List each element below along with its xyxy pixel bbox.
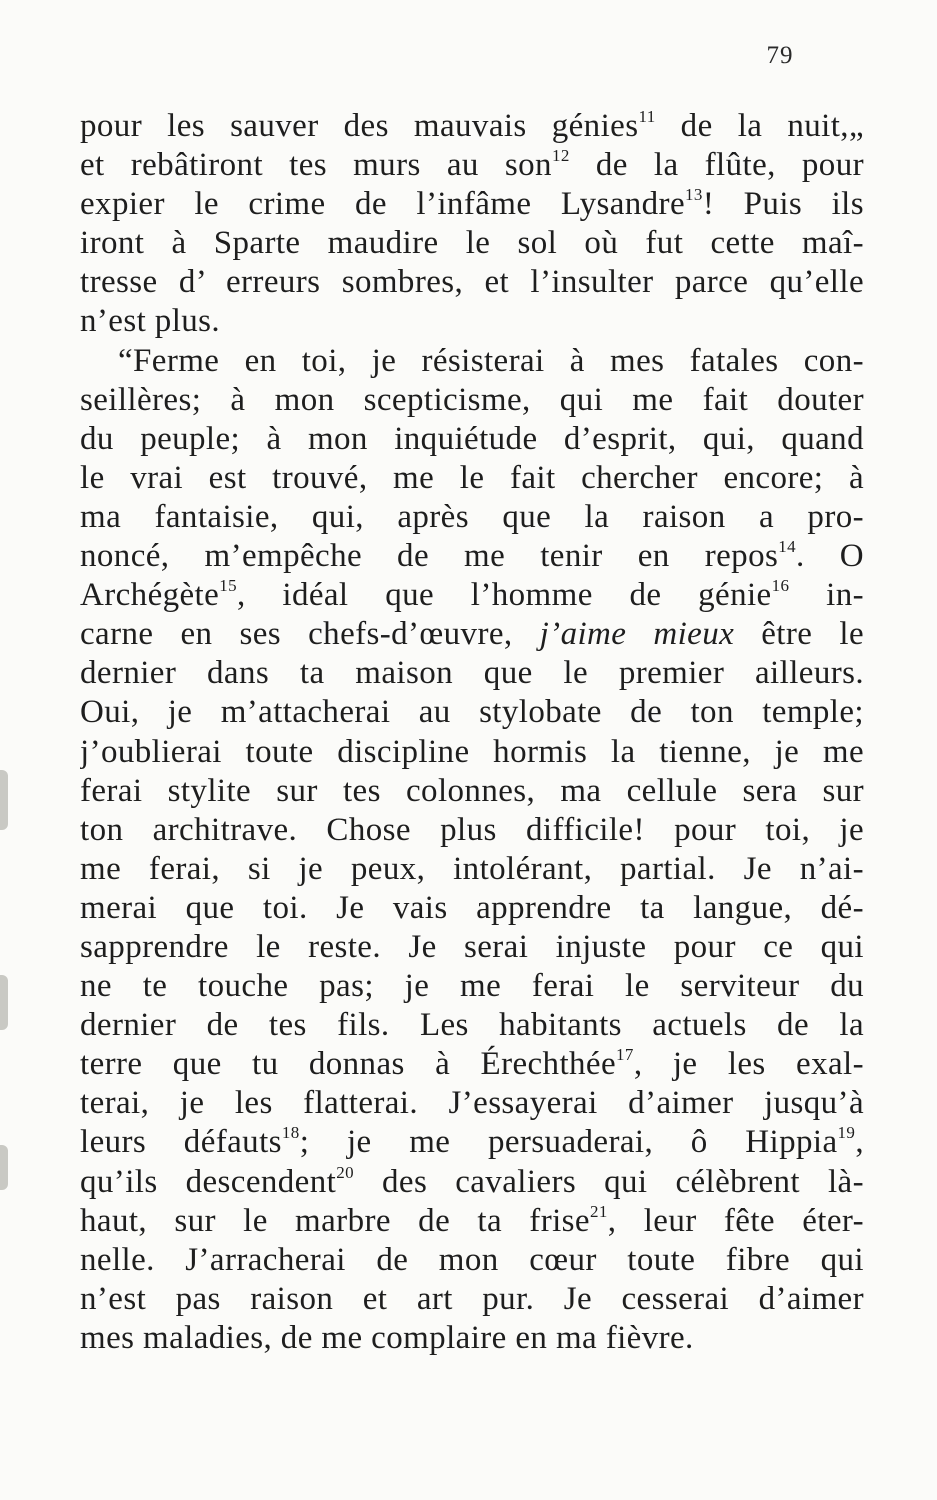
text-segment: ,: [855, 1124, 864, 1161]
text-segment: ma fantaisie, qui, après que la raison a pro-: [80, 498, 864, 535]
text-segment: être le: [734, 616, 864, 653]
text-line: [80, 928, 864, 967]
text-line: [80, 537, 864, 576]
text-line: [80, 1280, 864, 1319]
text-segment: noncé, m’empêche de me tenir en repos: [80, 538, 779, 575]
footnote-marker: 20: [336, 1162, 354, 1182]
text-line: [80, 733, 864, 772]
text-line: [80, 654, 864, 693]
text-segment: Archégète: [80, 577, 220, 614]
text-line: [80, 498, 864, 537]
text-segment: de la flûte, pour: [569, 147, 864, 184]
footnote-marker: 12: [551, 146, 570, 166]
text-line: [80, 420, 864, 459]
text-segment: dernier dans ta maison que le premier ailleurs.: [80, 655, 864, 692]
text-segment: pour les sauver des mauvais génies: [80, 108, 639, 144]
text-segment: seillères; à mon scepticisme, qui me fait douter: [80, 381, 864, 418]
text-segment: et rebâtiront tes murs au son: [80, 147, 552, 184]
text-segment: de la nuit,„: [655, 108, 864, 144]
text-segment: me ferai, si je peux, intolérant, partial. Je n’ai-: [80, 850, 864, 887]
text-segment: haut, sur le marbre de ta frise: [80, 1202, 590, 1239]
text-segment: n’est plus.: [80, 303, 221, 340]
text-segment: terre que tu donnas à Érechthée: [80, 1046, 617, 1083]
text-line: [80, 146, 864, 185]
text-line: [80, 889, 864, 928]
footnote-marker: 17: [616, 1045, 634, 1065]
text-segment: in-: [789, 577, 864, 614]
page-number: 79: [766, 42, 794, 69]
text-line: [80, 576, 864, 615]
text-line: [80, 1202, 864, 1241]
text-segment: sapprendre le reste. Je serai injuste pour ce qui: [80, 928, 864, 965]
text-line: [80, 1163, 864, 1202]
text-segment: ton architrave. Chose plus difficile! pour toi, je: [80, 811, 864, 848]
text-segment: terai, je les flatterai. J’essayerai d’aimer jusqu’à: [80, 1085, 864, 1122]
footnote-marker: 13: [685, 185, 703, 205]
text-segment: n’est pas raison et art pur. Je cesserai d’aimer: [80, 1280, 864, 1317]
text-segment: mes maladies, de me complaire en ma fièvre.: [80, 1319, 694, 1356]
text-line: [80, 1006, 864, 1045]
text-line: [80, 693, 864, 732]
text-line: [80, 381, 864, 420]
text-line: [80, 1241, 864, 1280]
text-segment: dernier de tes fils. Les habitants actuels de la: [80, 1007, 864, 1044]
text-line: [80, 1084, 864, 1123]
text-segment: , leur fête éter-: [607, 1202, 864, 1239]
footnote-marker: 11: [638, 107, 656, 126]
page-edge-shadow: [0, 975, 8, 1030]
text-line: [80, 459, 864, 498]
page-edge-shadow: [0, 1145, 8, 1190]
text-segment: iront à Sparte maudire le sol où fut cette maî-: [80, 225, 864, 262]
text-segment: ! Puis ils: [702, 186, 864, 223]
text-line: [80, 1045, 864, 1084]
footnote-marker: 19: [837, 1123, 856, 1143]
text-line: [80, 615, 864, 654]
text-line: [80, 967, 864, 1006]
text-segment: des cavaliers qui célèbrent là-: [354, 1163, 864, 1200]
text-line: [80, 302, 864, 341]
text-segment: ferai stylite sur tes colonnes, ma cellule sera sur: [80, 772, 864, 809]
text-segment: j’oublierai toute discipline hormis la tienne, je me: [80, 733, 864, 770]
body-text: [80, 107, 864, 1358]
text-line: [80, 263, 864, 302]
text-segment: Oui, je m’attacherai au stylobate de ton temple;: [80, 694, 864, 731]
text-segment: . O: [796, 538, 864, 575]
text-line: [80, 107, 864, 146]
text-line: [80, 850, 864, 889]
text-line: [80, 1123, 864, 1162]
text-segment: ; je me persuaderai, ô Hippia: [299, 1124, 838, 1161]
text-line: [80, 811, 864, 850]
text-line: [80, 224, 864, 263]
footnote-marker: 14: [778, 537, 797, 557]
text-line: [80, 1319, 864, 1358]
text-segment: merai que toi. Je vais apprendre ta langue, dé-: [80, 889, 864, 926]
text-segment: , idéal que l’homme de génie: [237, 577, 772, 614]
text-segment: ne te touche pas; je me ferai le serviteur du: [80, 968, 864, 1005]
text-segment: expier le crime de l’infâme Lysandre: [80, 186, 685, 223]
text-segment: nelle. J’arracherai de mon cœur toute fibre qui: [80, 1241, 864, 1278]
text-line: [80, 772, 864, 811]
text-segment: qu’ils descendent: [80, 1163, 337, 1200]
footnote-marker: 16: [771, 576, 790, 596]
italic-text: j’aime mieux: [539, 616, 735, 653]
footnote-marker: 15: [219, 576, 237, 596]
footnote-marker: 18: [281, 1123, 300, 1143]
text-segment: leurs défauts: [80, 1124, 282, 1161]
text-line: [80, 185, 864, 224]
text-line: [80, 342, 864, 381]
text-segment: “Ferme en toi, je résisterai à mes fatales con-: [118, 342, 864, 379]
text-segment: tresse d’ erreurs sombres, et l’insulter parce qu’elle: [80, 264, 864, 301]
text-segment: du peuple; à mon inquiétude d’esprit, qui, quand: [80, 420, 864, 457]
page-edge-shadow: [0, 770, 8, 830]
text-segment: , je les exal-: [633, 1046, 864, 1083]
text-segment: le vrai est trouvé, me le fait chercher encore; à: [80, 459, 864, 496]
text-segment: carne en ses chefs-d’œuvre,: [80, 616, 540, 653]
footnote-marker: 21: [589, 1201, 608, 1221]
